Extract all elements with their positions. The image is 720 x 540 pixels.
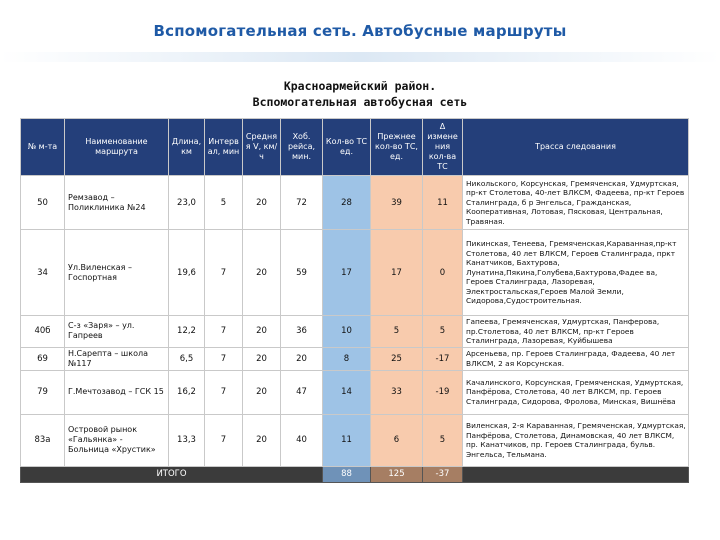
- route-vehicles: 8: [323, 347, 371, 370]
- route-delta: 11: [423, 176, 463, 230]
- col-header-route-name: Наименование маршрута: [65, 119, 169, 176]
- route-name: Ремзавод – Поликлиника №24: [65, 176, 169, 230]
- routes-table-container: [20, 118, 688, 483]
- route-speed: 20: [243, 230, 281, 316]
- route-trip-time: 20: [281, 347, 323, 370]
- route-interval: 7: [205, 230, 243, 316]
- route-delta: 0: [423, 230, 463, 316]
- route-vehicles: 10: [323, 316, 371, 348]
- route-length: 13,3: [169, 414, 205, 466]
- route-interval: 7: [205, 316, 243, 348]
- table-header-row: [21, 119, 689, 176]
- route-name: Г.Мечтозавод – ГСК 15: [65, 370, 169, 414]
- district-heading: Красноармейский район.: [283, 79, 437, 93]
- route-previous-vehicles: 17: [371, 230, 423, 316]
- route-speed: 20: [243, 176, 281, 230]
- route-name: Островой рынок «Гальянка» - Больница «Хрустик»: [65, 414, 169, 466]
- route-name: С-з «Заря» – ул. Гапреев: [65, 316, 169, 348]
- route-trip-time: 59: [281, 230, 323, 316]
- route-interval: 5: [205, 176, 243, 230]
- col-header-delta: Δ измене ния кол-ва ТС: [423, 119, 463, 176]
- col-header-length: Длина, км: [169, 119, 205, 176]
- table-row: [21, 230, 689, 316]
- col-header-trip-time: Хоб. рейса, мин.: [281, 119, 323, 176]
- network-heading: Вспомогательная автобусная сеть: [252, 95, 468, 109]
- table-total-row: [21, 466, 689, 482]
- col-header-number: № м-та: [21, 119, 65, 176]
- route-number: 79: [21, 370, 65, 414]
- title-divider: [0, 52, 720, 62]
- route-trip-time: 36: [281, 316, 323, 348]
- total-label: ИТОГО: [21, 466, 323, 482]
- route-previous-vehicles: 5: [371, 316, 423, 348]
- route-previous-vehicles: 39: [371, 176, 423, 230]
- route-path: Виленская, 2-я Караванная, Гремяченская, Удмуртская, Панфёрова, Столетова, Динамовская, 40 лет ВЛКСМ, пр. Канатчиков, пр. Героев Сталинграда, бульв. Энгельса, Тельмана.: [463, 414, 689, 466]
- route-length: 16,2: [169, 370, 205, 414]
- route-speed: 20: [243, 347, 281, 370]
- route-delta: 5: [423, 316, 463, 348]
- route-previous-vehicles: 25: [371, 347, 423, 370]
- route-interval: 7: [205, 347, 243, 370]
- total-delta: -37: [423, 466, 463, 482]
- route-length: 12,2: [169, 316, 205, 348]
- total-previous-vehicles: 125: [371, 466, 423, 482]
- route-path: Никольского, Корсунская, Гремяченская, Удмуртская, пр-кт Столетова, 40-лет ВЛКСМ, Фадеева, пр-кт Героев Сталинграда, б р Энгельса, Гражданская, Кооперативная, Лотовая, Пясковая, Центральная, Травяная.: [463, 176, 689, 230]
- route-previous-vehicles: 6: [371, 414, 423, 466]
- route-path: Качалинского, Корсунская, Гремяченская, Удмуртская, Панфёрова, Столетова, 40 лет ВЛКСМ, пр. Героев Сталинграда, Сидорова, Фролова, Минская, Вишнёва: [463, 370, 689, 414]
- table-row: [21, 176, 689, 230]
- col-header-previous-vehicles: Прежнее кол-во ТС, ед.: [371, 119, 423, 176]
- route-speed: 20: [243, 370, 281, 414]
- table-row: [21, 414, 689, 466]
- slide-title: Вспомогательная сеть. Автобусные маршруты: [153, 22, 567, 40]
- route-path: Гапеева, Гремяченская, Удмуртская, Панферова, пр.Столетова, 40 лет ВЛКСМ, пр-кт Героев Сталинграда, Лазоревая, Куйбышева: [463, 316, 689, 348]
- route-trip-time: 72: [281, 176, 323, 230]
- route-path: Пикинская, Тенеева, Гремяченская,Караванная,пр-кт Столетова, 40 лет ВЛКСМ, Героев Сталинграда, пркт Канатчиков, Бахтурова, Лунатина,Пякина,Голубева,Бахтурова,Фадее ва, Героев Сталинграда, Лазоревая, Электростальская,Героев Малой Земли, Сидорова,Судостроительная.: [463, 230, 689, 316]
- route-number: 40б: [21, 316, 65, 348]
- route-speed: 20: [243, 414, 281, 466]
- route-delta: -19: [423, 370, 463, 414]
- table-row: [21, 347, 689, 370]
- route-path: Арсеньева, пр. Героев Сталинграда, Фадеева, 40 лет ВЛКСМ, 2 ая Корсунская.: [463, 347, 689, 370]
- table-row: [21, 370, 689, 414]
- route-length: 19,6: [169, 230, 205, 316]
- route-trip-time: 47: [281, 370, 323, 414]
- route-name: Ул.Виленская – Госпортная: [65, 230, 169, 316]
- route-vehicles: 11: [323, 414, 371, 466]
- total-vehicles: 88: [323, 466, 371, 482]
- col-header-speed: Средня я V, км/ч: [243, 119, 281, 176]
- route-number: 69: [21, 347, 65, 370]
- route-vehicles: 14: [323, 370, 371, 414]
- route-interval: 7: [205, 414, 243, 466]
- col-header-vehicles: Кол-во ТС ед.: [323, 119, 371, 176]
- route-length: 23,0: [169, 176, 205, 230]
- route-speed: 20: [243, 316, 281, 348]
- route-delta: -17: [423, 347, 463, 370]
- routes-table: [20, 118, 689, 483]
- route-vehicles: 28: [323, 176, 371, 230]
- route-previous-vehicles: 33: [371, 370, 423, 414]
- total-empty-cell: [463, 466, 689, 482]
- route-trip-time: 40: [281, 414, 323, 466]
- route-length: 6,5: [169, 347, 205, 370]
- route-delta: 5: [423, 414, 463, 466]
- table-row: [21, 316, 689, 348]
- route-number: 83а: [21, 414, 65, 466]
- col-header-interval: Интерв ал, мин: [205, 119, 243, 176]
- route-number: 50: [21, 176, 65, 230]
- col-header-route-path: Трасса следования: [463, 119, 689, 176]
- route-vehicles: 17: [323, 230, 371, 316]
- route-name: Н.Сарепта – школа №117: [65, 347, 169, 370]
- route-number: 34: [21, 230, 65, 316]
- route-interval: 7: [205, 370, 243, 414]
